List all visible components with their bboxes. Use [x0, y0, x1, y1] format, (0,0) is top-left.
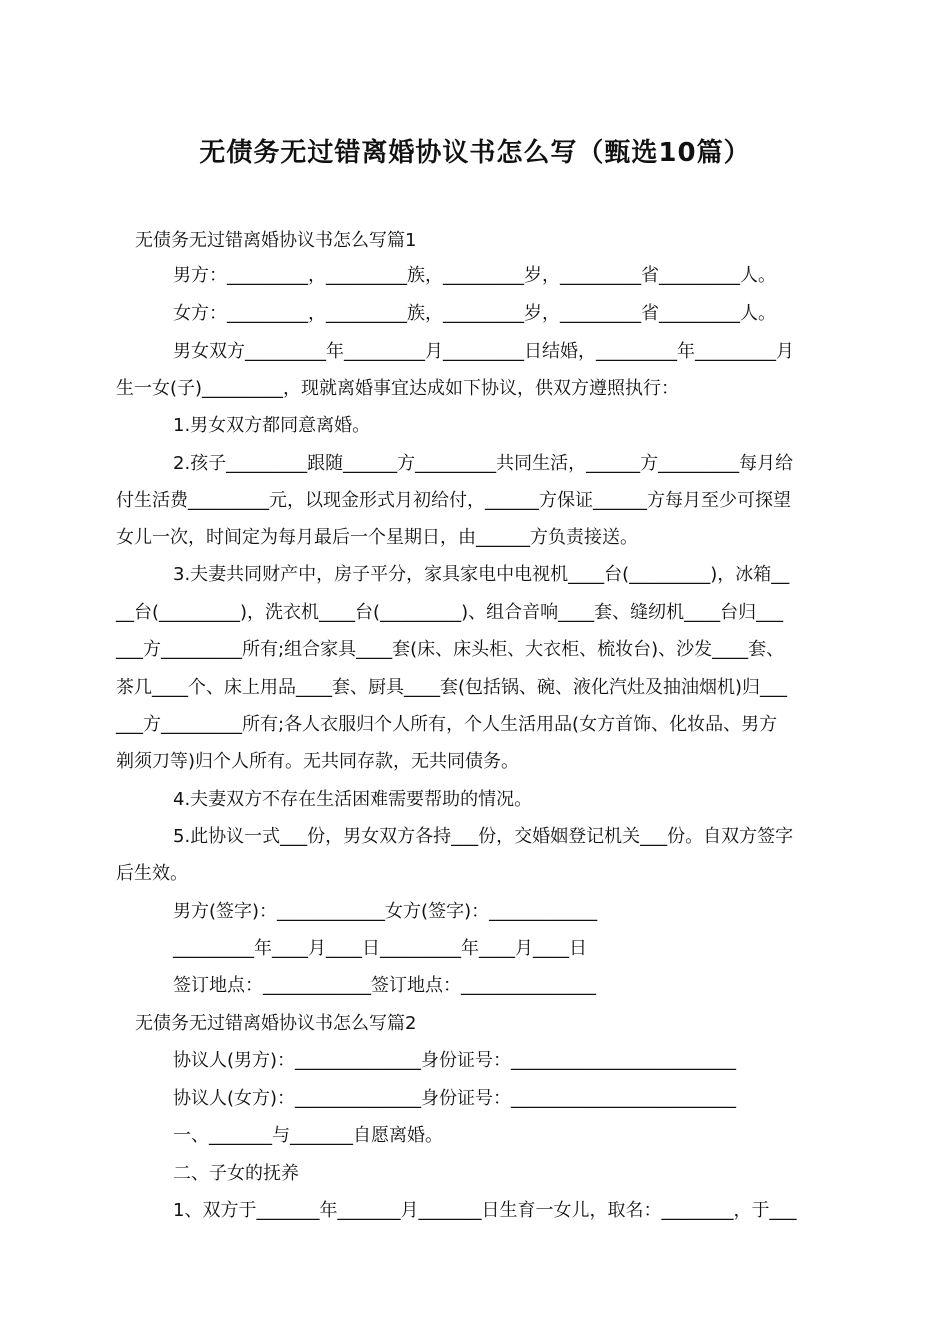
body-line: 女儿一次，时间定为每月最后一个星期日，由______方负责接送。: [116, 527, 638, 548]
body-line: 5.此协议一式___份，男女双方各持___份，交婚姻登记机关___份。自双方签字: [173, 826, 794, 847]
body-line: 付生活费_________元，以现金形式月初给付，______方保证______方每月至少可探望: [116, 490, 791, 511]
body-line: 生一女(子)_________，现就离婚事宜达成如下协议，供双方遵照执行：: [116, 378, 680, 399]
body-line: 1.男女双方都同意离婚。: [173, 415, 371, 436]
body-line: 男方：_________，_________族，_________岁，_________省_________人。: [173, 265, 776, 286]
body-line: _________年____月____日_________年____月____日: [173, 938, 587, 959]
body-line: 一、_______与_______自愿离婚。: [173, 1125, 443, 1146]
body-line: 协议人(男方)：______________身份证号：_________________________: [173, 1050, 737, 1071]
body-line: 剃须刀等)归个人所有。无共同存款，无共同债务。: [116, 751, 520, 772]
body-line: __台(_________)，洗衣机____台(_________)、组合音响____套、缝纫机____台归___: [116, 602, 784, 623]
body-line: 协议人(女方)：______________身份证号：_________________________: [173, 1088, 737, 1109]
body-line: 1、双方于_______年_______月_______日生育一女儿，取名：________，于___: [173, 1200, 797, 1221]
body-line: 女方：_________，_________族，_________岁，_________省_________人。: [173, 303, 776, 324]
body-line: 茶几____个、床上用品____套、厨具____套(包括锅、碗、液化汽灶及抽油烟机)归___: [116, 677, 788, 698]
body-line: 2.孩子_________跟随______方_________共同生活，______方_________每月给: [173, 453, 794, 474]
body-line: 二、子女的抚养: [173, 1163, 299, 1184]
body-line: 3.夫妻共同财产中，房子平分，家具家电中电视机____台(_________)，冰箱__: [173, 564, 790, 585]
body-line: 男方(签字)：____________女方(签字)：____________: [173, 901, 598, 922]
body-line: 签订地点：____________签订地点：_______________: [173, 975, 596, 996]
section-heading: 无债务无过错离婚协议书怎么写篇2: [135, 1013, 417, 1034]
body-line: ___方_________所有;组合家具____套(床、床头柜、大衣柜、梳妆台)、沙发____套、: [116, 639, 785, 660]
document-title: 无债务无过错离婚协议书怎么写（甄选10篇）: [199, 138, 751, 168]
body-line: 男女双方_________年_________月_________日结婚，_________年_________月: [173, 341, 794, 362]
section-heading: 无债务无过错离婚协议书怎么写篇1: [135, 230, 417, 251]
body-line: 后生效。: [116, 863, 188, 884]
body-line: ___方_________所有;各人衣服归个人所有，个人生活用品(女方首饰、化妆品、男方: [116, 714, 778, 735]
body-line: 4.夫妻双方不存在生活困难需要帮助的情况。: [173, 789, 533, 810]
